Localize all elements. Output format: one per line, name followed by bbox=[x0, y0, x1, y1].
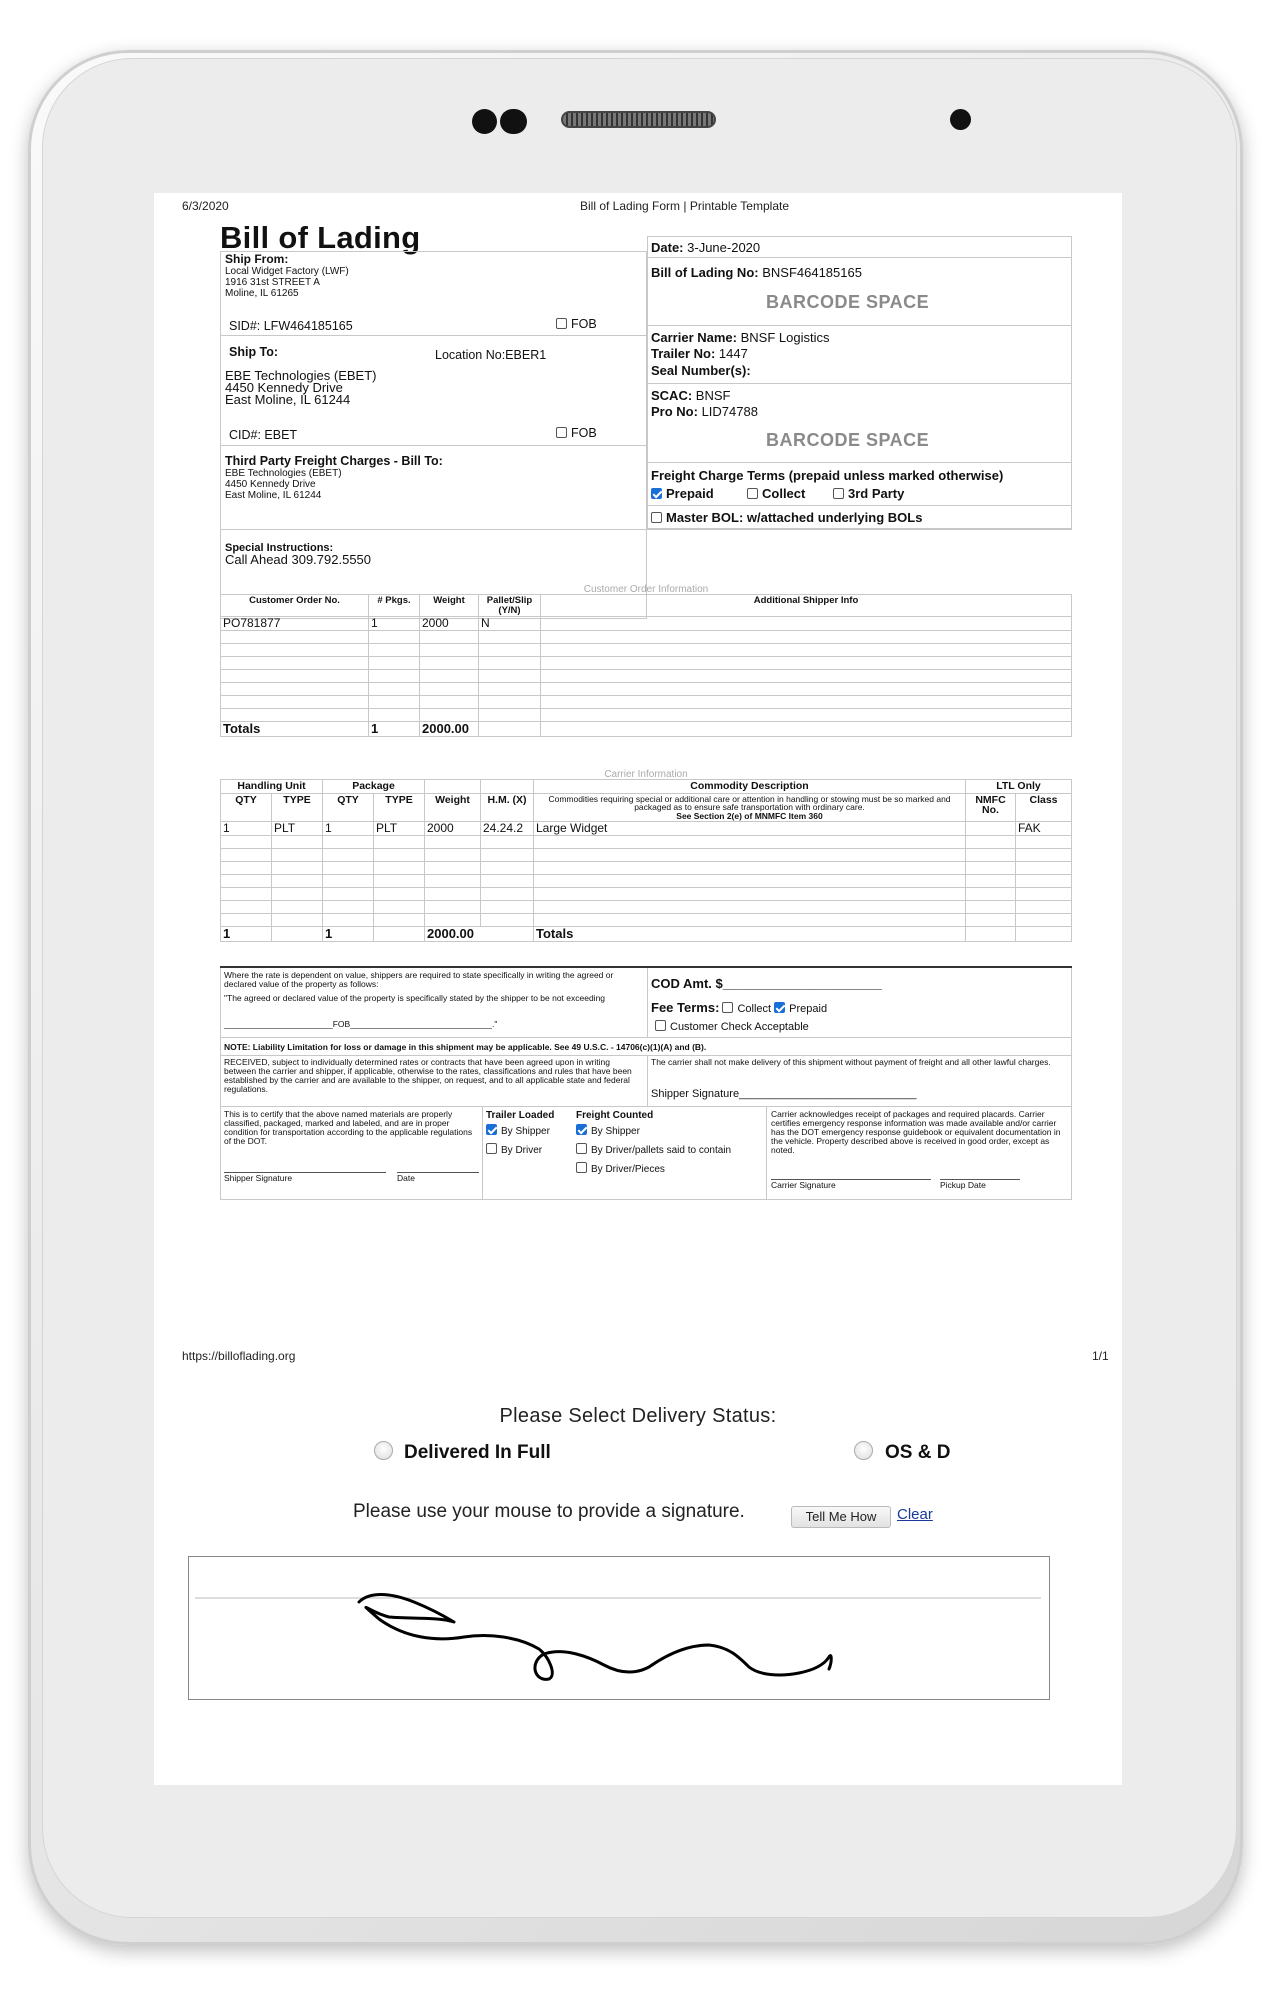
totals-row bbox=[221, 927, 1072, 942]
value-declaration-2: "The agreed or declared value of the property is specifically stated by the shipper to be not exceeding bbox=[224, 993, 606, 1003]
freight-terms-label: Freight Charge Terms (prepaid unless marked otherwise) bbox=[651, 468, 1004, 483]
carrier-acknowledgement: Carrier acknowledges receipt of packages and required placards. Carrier certifies emergency response information was made available and/or carrier has the DOT emergency response guidebook or equivalent documentation in the vehicle. Property described above is received in good order, except as noted. bbox=[771, 1109, 1061, 1155]
signature-pad[interactable] bbox=[188, 1556, 1050, 1700]
date-value: 3-June-2020 bbox=[687, 240, 761, 255]
table-row bbox=[221, 875, 1072, 888]
form-title: Bill of Lading bbox=[220, 220, 421, 255]
pro-field bbox=[651, 405, 758, 419]
signature-stroke bbox=[359, 1595, 831, 1680]
fob-line: _______________________FOB______________________________." bbox=[224, 1019, 498, 1029]
no-delivery-terms: The carrier shall not make delivery of this shipment without payment of freight and all other lawful charges. bbox=[651, 1057, 1051, 1067]
fee-prepaid-checkbox[interactable] bbox=[774, 1002, 785, 1013]
customer-check-checkbox[interactable] bbox=[655, 1020, 666, 1031]
ship-to-label: Ship To: bbox=[229, 345, 279, 359]
carrier-signature-label: Carrier Signature bbox=[771, 1180, 836, 1190]
totals-label: Totals bbox=[534, 927, 966, 942]
freight-counted-label: Freight Counted bbox=[576, 1110, 654, 1121]
cod-amount: COD Amt. $______________________ bbox=[651, 976, 882, 991]
tl-by-driver-label: By Driver bbox=[501, 1145, 543, 1156]
cid-number: CID#: EBET bbox=[229, 428, 298, 442]
bill-of-lading-form bbox=[220, 220, 1072, 1190]
barcode-space-2: BARCODE SPACE bbox=[766, 430, 930, 450]
pkg-type: PLT bbox=[374, 822, 425, 836]
nmfc bbox=[966, 822, 1016, 836]
fee-terms bbox=[651, 1001, 827, 1015]
signature-prompt: Please use your mouse to provide a signature. bbox=[353, 1501, 745, 1522]
customer-check-option[interactable] bbox=[655, 1020, 809, 1033]
osd-radio[interactable] bbox=[854, 1441, 873, 1460]
divider bbox=[220, 529, 1072, 530]
table-row bbox=[221, 617, 1072, 631]
divider bbox=[647, 968, 648, 1038]
clear-signature-link[interactable]: Clear bbox=[897, 1506, 933, 1523]
osd-label[interactable]: OS & D bbox=[885, 1442, 951, 1463]
fc-pallets-label: By Driver/pallets said to contain bbox=[591, 1145, 732, 1156]
carrier-name: BNSF Logistics bbox=[740, 330, 830, 345]
divider bbox=[220, 335, 647, 336]
delivered-in-full-label[interactable]: Delivered In Full bbox=[404, 1442, 551, 1463]
tl-by-driver-checkbox[interactable] bbox=[486, 1143, 497, 1154]
fob-checkbox[interactable] bbox=[556, 427, 567, 438]
front-sensor-icon bbox=[950, 109, 971, 130]
value-declaration: Where the rate is dependent on value, shippers are required to state specifically in writing the agreed or declared value of the property as follows: bbox=[224, 970, 614, 989]
col-hm: H.M. (X) bbox=[481, 793, 534, 822]
bol-number-field bbox=[651, 266, 862, 280]
received-terms: RECEIVED, subject to individually determined rates or contracts that have been agreed upon in writing between the carrier and shipper, if applicable, otherwise to the rates, classifications and rules that have been established by the carrier and are available to the shipper, on request, and to all applicable state and federal regulations. bbox=[224, 1057, 632, 1094]
totals-pkgs: 1 bbox=[369, 722, 420, 737]
divider bbox=[647, 325, 1072, 326]
pro-label: Pro No: bbox=[651, 404, 698, 419]
divider bbox=[220, 1037, 1072, 1038]
col-pkg-type: TYPE bbox=[374, 793, 425, 822]
bol-number-label: Bill of Lading No: bbox=[651, 265, 759, 280]
delivery-status-prompt: Please Select Delivery Status: bbox=[499, 1405, 777, 1427]
table-row bbox=[221, 709, 1072, 722]
group-header-row bbox=[221, 780, 1072, 794]
totals-label: Totals bbox=[221, 722, 369, 737]
sid-number: SID#: LFW464185165 bbox=[229, 319, 353, 333]
fee-collect-label: Collect bbox=[737, 1003, 772, 1015]
commodity-note-ref: See Section 2(e) of MNMFC Item 360 bbox=[676, 810, 823, 821]
totals-pkg-qty: 1 bbox=[323, 927, 374, 942]
tl-by-shipper-label: By Shipper bbox=[501, 1126, 550, 1137]
table-row bbox=[221, 631, 1072, 644]
shipper-signature-label: Shipper Signature bbox=[224, 1173, 293, 1183]
date-field bbox=[651, 241, 760, 255]
fob-label: FOB bbox=[571, 426, 597, 440]
special-instructions: Call Ahead 309.792.5550 bbox=[225, 552, 372, 567]
col-weight: Weight bbox=[425, 793, 481, 822]
special-instructions-label: Special Instructions: bbox=[225, 542, 334, 554]
trailer-field bbox=[651, 347, 748, 361]
collect-checkbox[interactable] bbox=[747, 488, 758, 499]
table-row bbox=[221, 644, 1072, 657]
commodity-description: Large Widget bbox=[534, 822, 966, 836]
table-row bbox=[221, 836, 1072, 849]
barcode-space-1: BARCODE SPACE bbox=[766, 292, 930, 312]
order-pkgs: 1 bbox=[369, 617, 420, 631]
pickup-date-label: Pickup Date bbox=[940, 1180, 986, 1190]
print-title: Bill of Lading Form | Printable Template bbox=[580, 199, 789, 213]
table-row bbox=[221, 657, 1072, 670]
divider bbox=[220, 1055, 1072, 1056]
screen bbox=[154, 193, 1122, 1785]
fee-terms-label: Fee Terms: bbox=[651, 1000, 720, 1015]
collect-option[interactable] bbox=[747, 487, 805, 501]
ship-from-label: Ship From: bbox=[225, 252, 289, 266]
order-info bbox=[541, 617, 1072, 631]
third-party-line1: EBE Technologies (EBET) bbox=[225, 468, 342, 479]
ltl-only-header: LTL Only bbox=[966, 780, 1072, 794]
col-weight: Weight bbox=[420, 595, 479, 617]
third-party-checkbox[interactable] bbox=[833, 488, 844, 499]
totals-hu-qty: 1 bbox=[221, 927, 272, 942]
col-hu-type: TYPE bbox=[272, 793, 323, 822]
table-row bbox=[221, 683, 1072, 696]
print-date: 6/3/2020 bbox=[182, 199, 229, 213]
divider bbox=[766, 1106, 767, 1200]
trailer-loaded-label: Trailer Loaded bbox=[486, 1110, 555, 1121]
divider bbox=[647, 505, 1072, 506]
order-pallet: N bbox=[479, 617, 541, 631]
carrier-label: Carrier Name: bbox=[651, 330, 737, 345]
col-class: Class bbox=[1016, 793, 1072, 822]
fc-pallets[interactable] bbox=[576, 1143, 731, 1156]
trailer-label: Trailer No: bbox=[651, 346, 716, 361]
col-pkg-qty: QTY bbox=[323, 793, 374, 822]
signature-canvas[interactable] bbox=[189, 1557, 1049, 1699]
date-label: Date: bbox=[651, 240, 684, 255]
tl-by-shipper-checkbox[interactable] bbox=[486, 1124, 497, 1135]
order-number: PO781877 bbox=[221, 617, 369, 631]
fob-checkbox[interactable] bbox=[556, 318, 567, 329]
scac-value: BNSF bbox=[695, 388, 731, 403]
divider bbox=[220, 445, 647, 446]
third-party-option-label: 3rd Party bbox=[848, 486, 905, 501]
commodity-note bbox=[534, 793, 966, 822]
commodity-note-text: Commodities requiring special or additional care or attention in handling or stowing must be so marked and packaged as to ensure safe transportation with ordinary care. bbox=[548, 793, 951, 812]
table-row bbox=[221, 914, 1072, 927]
package-header: Package bbox=[323, 780, 425, 794]
hu-type: PLT bbox=[272, 822, 323, 836]
seal-numbers-label: Seal Number(s): bbox=[651, 363, 751, 378]
collect-label: Collect bbox=[762, 486, 806, 501]
third-party-option[interactable] bbox=[833, 487, 904, 501]
divider bbox=[482, 1106, 483, 1200]
carrier-name-field bbox=[651, 331, 830, 345]
fob-ship-from[interactable] bbox=[556, 318, 597, 332]
fc-pieces-label: By Driver/Pieces bbox=[591, 1164, 665, 1175]
ship-from-line3: Moline, IL 61265 bbox=[225, 288, 299, 299]
customer-order-table bbox=[220, 594, 1072, 737]
fc-pallets-checkbox[interactable] bbox=[576, 1143, 587, 1154]
fc-pieces-checkbox[interactable] bbox=[576, 1162, 587, 1173]
customer-check-label: Customer Check Acceptable bbox=[670, 1021, 809, 1033]
fob-ship-to[interactable] bbox=[556, 427, 597, 441]
shipper-signature-line: Shipper Signature_____________________________ bbox=[651, 1088, 917, 1100]
camera-icon bbox=[472, 109, 497, 134]
bol-number: BNSF464185165 bbox=[762, 265, 862, 280]
liability-note: NOTE: Liability Limitation for loss or damage in this shipment may be applicable. See 49 U.S.C. - 14706(c)(1)(A) and (B). bbox=[224, 1042, 707, 1052]
prepaid-checkbox[interactable] bbox=[651, 488, 662, 499]
fob-label: FOB bbox=[571, 317, 597, 331]
master-bol-option[interactable] bbox=[651, 511, 922, 525]
fc-by-shipper-checkbox[interactable] bbox=[576, 1124, 587, 1135]
col-hu-qty: QTY bbox=[221, 793, 272, 822]
table-row bbox=[221, 888, 1072, 901]
speaker-grille bbox=[561, 111, 716, 128]
customer-order-section-title: Customer Order Information bbox=[583, 584, 709, 595]
prepaid-label: Prepaid bbox=[666, 486, 714, 501]
col-customer-order: Customer Order No. bbox=[221, 595, 369, 617]
page-count: 1/1 bbox=[1092, 1349, 1109, 1363]
tell-me-how-button[interactable]: Tell Me How bbox=[791, 1506, 891, 1528]
shipper-date-label: Date bbox=[397, 1173, 415, 1183]
print-url: https://billoflading.org bbox=[182, 1349, 296, 1363]
trailer-number: 1447 bbox=[718, 346, 748, 361]
tl-by-shipper[interactable] bbox=[486, 1124, 550, 1137]
table-row bbox=[221, 901, 1072, 914]
fc-by-shipper[interactable] bbox=[576, 1124, 640, 1137]
hm: 24.24.2 bbox=[481, 822, 534, 836]
totals-row bbox=[221, 722, 1072, 737]
ship-to-line2: 4450 Kennedy Drive bbox=[225, 380, 343, 395]
commodity-header: Commodity Description bbox=[534, 780, 966, 794]
table-row bbox=[221, 849, 1072, 862]
tl-by-driver[interactable] bbox=[486, 1143, 542, 1156]
pkg-qty: 1 bbox=[323, 822, 374, 836]
carrier-info-section-title: Carrier Information bbox=[604, 769, 688, 780]
divider bbox=[647, 1055, 648, 1107]
divider bbox=[647, 257, 1072, 258]
fee-prepaid-label: Prepaid bbox=[789, 1003, 828, 1015]
divider bbox=[647, 462, 1072, 463]
col-nmfc: NMFC No. bbox=[966, 793, 1016, 822]
weight: 2000 bbox=[425, 822, 481, 836]
hu-qty: 1 bbox=[221, 822, 272, 836]
ship-to-line1: EBE Technologies (EBET) bbox=[225, 368, 377, 383]
table-row bbox=[221, 862, 1072, 875]
third-party-line3: East Moline, IL 61244 bbox=[225, 490, 322, 501]
table-header-row bbox=[221, 595, 1072, 617]
scac-field bbox=[651, 389, 730, 403]
master-bol-label: Master BOL: w/attached underlying BOLs bbox=[666, 510, 923, 525]
master-bol-checkbox[interactable] bbox=[651, 512, 662, 523]
pro-number: LID74788 bbox=[701, 404, 758, 419]
prepaid-option[interactable] bbox=[651, 487, 714, 501]
table-row bbox=[221, 822, 1072, 836]
col-pkgs: # Pkgs. bbox=[369, 595, 420, 617]
col-additional-info: Additional Shipper Info bbox=[541, 595, 1072, 617]
delivered-in-full-radio[interactable] bbox=[374, 1441, 393, 1460]
ship-from-line2: 1916 31st STREET A bbox=[225, 277, 320, 288]
table-row bbox=[221, 696, 1072, 709]
totals-weight: 2000.00 bbox=[420, 722, 479, 737]
divider bbox=[220, 1106, 1072, 1107]
table-row bbox=[221, 670, 1072, 683]
class: FAK bbox=[1016, 822, 1072, 836]
fc-by-shipper-label: By Shipper bbox=[591, 1126, 640, 1137]
sensor-icon bbox=[500, 109, 527, 134]
order-weight: 2000 bbox=[420, 617, 479, 631]
handling-unit-header: Handling Unit bbox=[221, 780, 323, 794]
fee-collect-checkbox[interactable] bbox=[722, 1002, 733, 1013]
table-header-row bbox=[221, 793, 1072, 822]
certification-text: This is to certify that the above named materials are properly classified, packaged, marked and labeled, and are in proper condition for transportation according to the applicable regulations of the DOT. bbox=[224, 1109, 473, 1146]
third-party-label: Third Party Freight Charges - Bill To: bbox=[225, 454, 443, 468]
ship-from-line1: Local Widget Factory (LWF) bbox=[225, 266, 349, 277]
third-party-line2: 4450 Kennedy Drive bbox=[225, 479, 316, 490]
totals-weight: 2000.00 bbox=[425, 927, 534, 942]
col-pallet-slip: Pallet/Slip (Y/N) bbox=[479, 595, 541, 617]
location-number: Location No:EBER1 bbox=[435, 348, 547, 362]
fc-pieces[interactable] bbox=[576, 1162, 665, 1175]
carrier-info-table bbox=[220, 779, 1072, 942]
ship-to-line3: East Moline, IL 61244 bbox=[225, 392, 351, 407]
divider bbox=[647, 383, 1072, 384]
scac-label: SCAC: bbox=[651, 388, 693, 403]
